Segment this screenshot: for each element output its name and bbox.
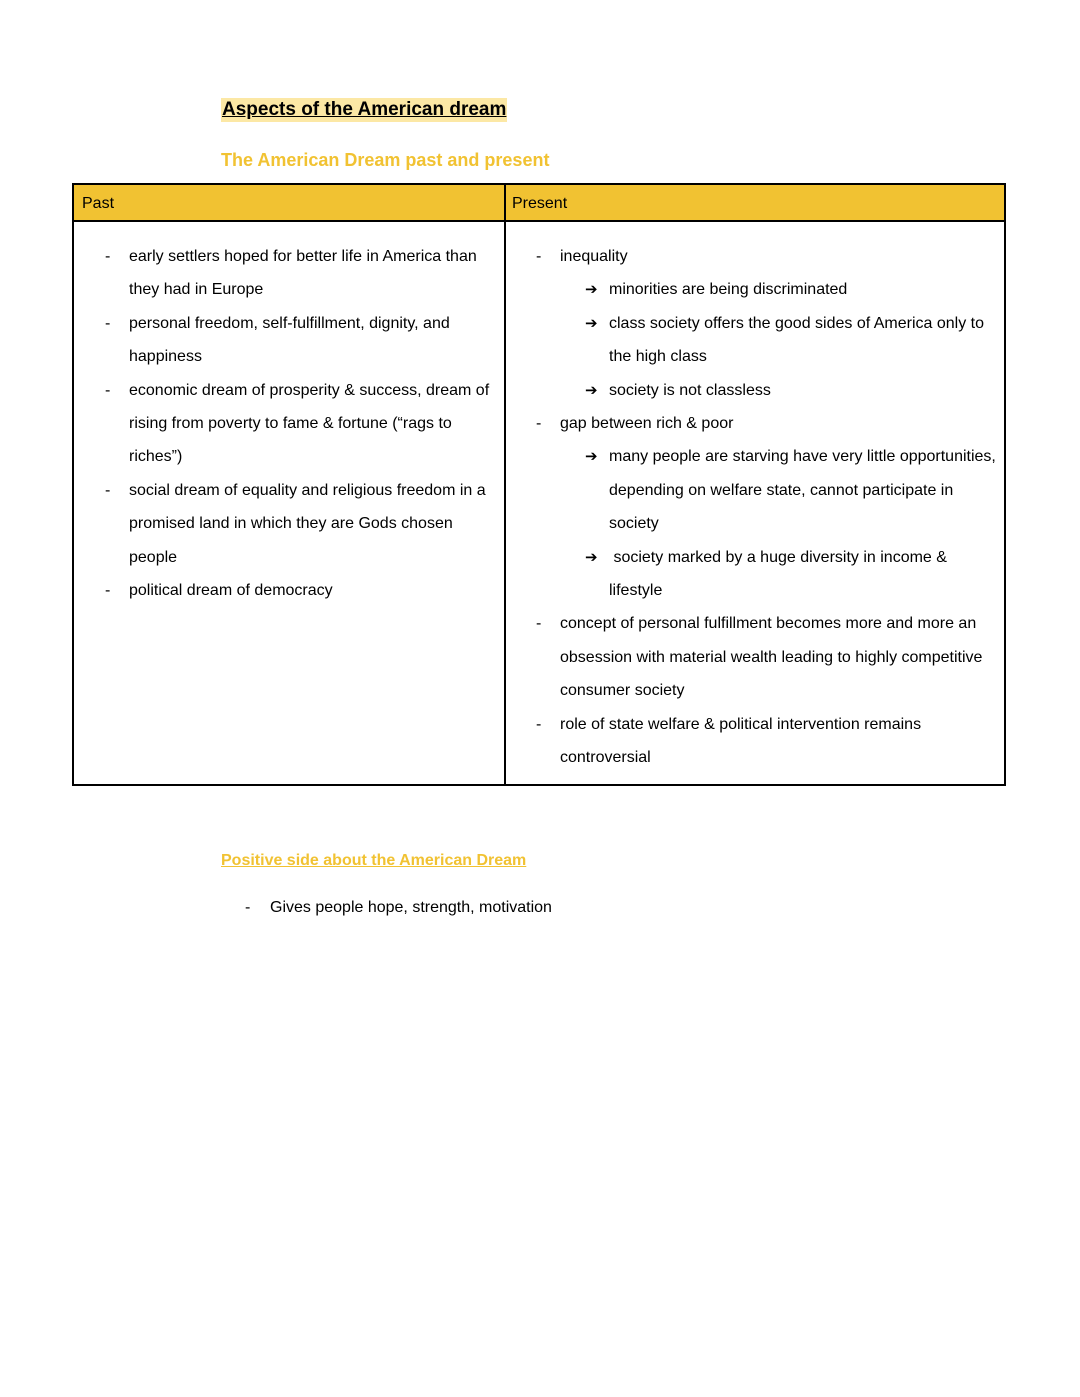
list-item-text: role of state welfare & political intervention remains controversial [560,715,922,767]
sub-list-item-text: society is not classless [609,381,771,399]
list-item-text: social dream of equality and religious freedom in a promised land in which they are Gods chosen people [129,481,486,566]
list-item [74,574,504,607]
sub-list-item [506,273,1006,306]
list-item [506,240,1006,273]
list-item [506,708,1006,775]
sub-list-item [506,307,1006,374]
section-subtitle: The American Dream past and present [221,150,550,170]
list-item [74,474,504,574]
header-past: Past [82,195,115,212]
sub-list-item-text: minorities are being discriminated [609,281,848,299]
list-item-text: inequality [560,248,628,265]
list-item [0,896,1080,920]
dash-bullet: - [536,715,542,733]
sub-list-item-text: society marked by a huge diversity in income & lifestyle [609,548,952,600]
list-item [74,307,504,374]
sub-list-item [506,541,1006,608]
list-item [506,607,1006,707]
list-item [74,240,504,307]
arrow-right-icon: ➔ [585,548,598,566]
past-column [74,240,504,607]
dash-bullet: - [536,415,542,433]
arrow-right-icon: ➔ [585,448,598,466]
list-item-text: political dream of democracy [129,582,333,600]
list-item-text: economic dream of prosperity & success, dream of rising from poverty to fame & fortune (“rags to riches”) [129,381,490,466]
positive-side-list [0,896,1080,920]
present-column [506,240,1006,775]
dash-bullet: - [536,615,542,633]
dash-bullet: - [245,899,251,916]
sub-list-item-text: many people are starving have very little opportunities, depending on welfare state, cannot participate in society [609,448,996,533]
sub-list-item [506,374,1006,407]
header-present: Present [512,195,568,212]
dash-bullet: - [105,314,111,332]
positive-side-heading: Positive side about the American Dream [221,852,527,869]
arrow-right-icon: ➔ [585,381,598,399]
dash-bullet: - [105,381,111,399]
list-item-text: Gives people hope, strength, motivation [270,899,552,916]
dash-bullet: - [105,481,111,499]
list-item-text: early settlers hoped for better life in America than they had in Europe [129,248,477,299]
list-item [506,407,1006,440]
arrow-right-icon: ➔ [585,314,598,332]
sub-list-item-text: class society offers the good sides of America only to the high class [609,314,985,366]
list-item-text: personal freedom, self-fulfillment, dignity, and happiness [129,314,450,366]
comparison-table [72,183,1006,786]
list-item-text: gap between rich & poor [560,415,734,433]
dash-bullet: - [536,248,542,265]
sub-list-item [506,440,1006,540]
dash-bullet: - [105,248,111,265]
list-item [74,374,504,474]
page-title: Aspects of the American dream [222,99,507,120]
list-item-text: concept of personal fulfillment becomes more and more an obsession with material wealth leading to highly competitive consumer society [560,615,983,700]
arrow-right-icon: ➔ [585,281,598,299]
dash-bullet: - [105,582,111,600]
